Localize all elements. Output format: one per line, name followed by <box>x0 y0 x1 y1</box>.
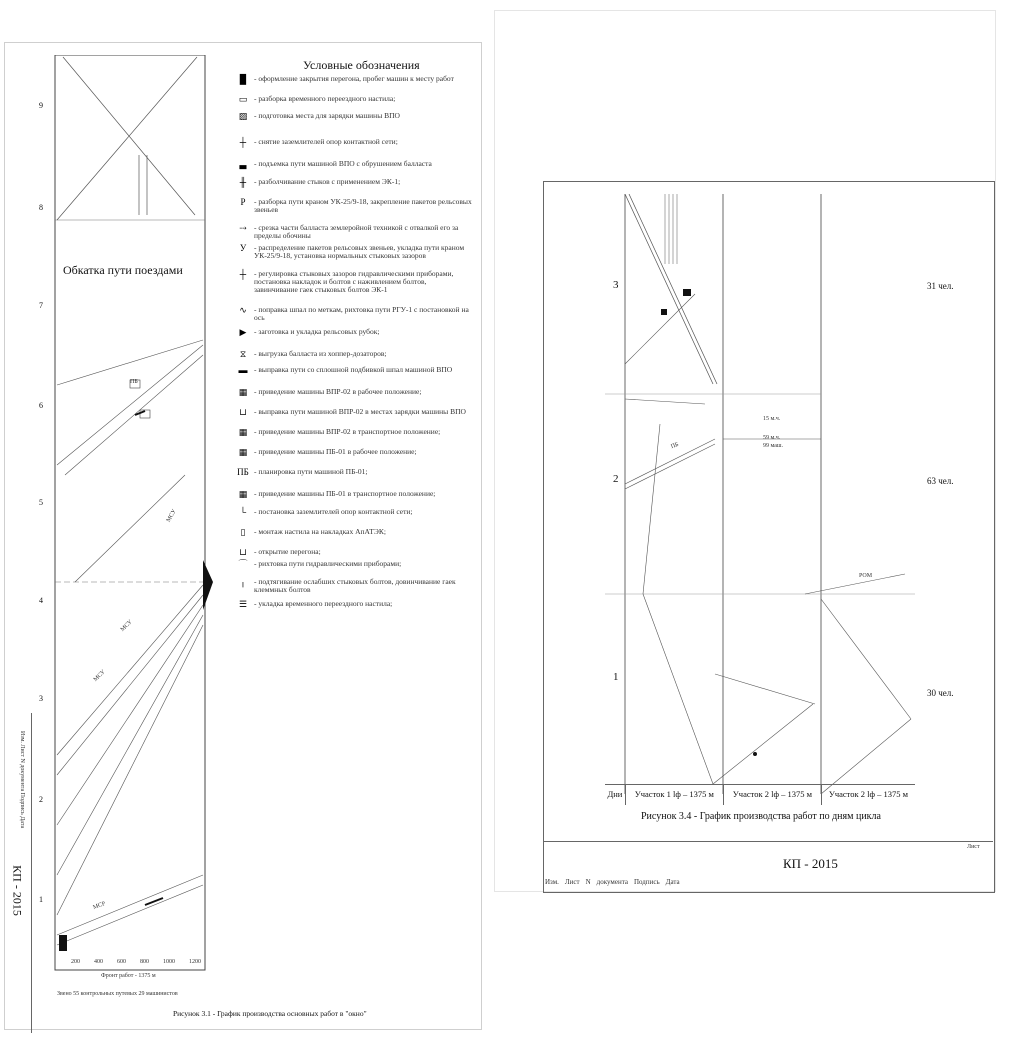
legend-text: - подготовка места для зарядки машины ВПО <box>254 111 400 120</box>
x-axis-ticks <box>71 959 201 965</box>
legend-row <box>232 448 472 456</box>
joint-icon: ╫ <box>239 177 247 187</box>
tick-icon: ╷ <box>240 577 246 587</box>
pb-label: ПБ <box>670 441 680 451</box>
bottom-note: Звено 55 контрольных путевых 29 машинистов <box>57 991 178 997</box>
track-label: МСУ <box>92 669 107 683</box>
legend-row <box>232 138 472 146</box>
legend-row <box>232 508 472 516</box>
day-number: 1 <box>613 671 619 683</box>
stamp-cols <box>19 731 25 841</box>
legend-row <box>232 600 472 608</box>
column-header: Участок 2 lф – 1375 м <box>723 785 821 805</box>
legend-text: - открытие перегона; <box>254 547 321 556</box>
pb-icon: ПБ <box>237 467 249 477</box>
stamp-col: Дата <box>665 878 680 886</box>
stamp-col: N документа <box>19 758 25 792</box>
stamp-text: КП - 2015 <box>783 856 838 871</box>
column-header-row <box>605 784 915 805</box>
stamp-col: Подпись <box>633 878 660 886</box>
hopper-icon: ⧖ <box>239 349 247 359</box>
stamp-text: КП - 2015 <box>10 865 25 916</box>
black-block-icon: █ <box>239 74 247 84</box>
legend-text: - приведение машины ВПР-02 в транспортное положение; <box>254 427 441 436</box>
track-label: МСР <box>92 901 107 911</box>
legend-text: - приведение машины ВПР-02 в рабочее положение; <box>254 387 422 396</box>
caption: Рисунок 3.1 - График производства основных работ в "окно" <box>173 1009 367 1018</box>
day-label: 8 <box>39 203 43 212</box>
legend-row <box>232 366 472 374</box>
people-count: 31 чел. <box>927 281 954 291</box>
legend-text: - разболчивание стыков с применением ЭК-1; <box>254 177 401 186</box>
legend-row <box>232 306 472 322</box>
day-label: 5 <box>39 498 43 507</box>
legend-row <box>232 270 472 294</box>
track-label: ПБ <box>130 379 138 385</box>
day-number: 2 <box>613 473 619 485</box>
legend-row <box>232 328 472 336</box>
triangle-icon: ▶ <box>239 327 247 337</box>
legend-row <box>232 112 472 120</box>
day-label: 2 <box>39 795 43 804</box>
legend-row <box>232 75 472 83</box>
legend-row <box>232 388 472 396</box>
grid-rect-icon: ▦ <box>238 447 248 457</box>
legend-row <box>232 408 472 416</box>
legend-row <box>232 560 472 568</box>
day-label: 3 <box>39 694 43 703</box>
track-label: МСУ <box>119 619 134 633</box>
stamp-col: Лист <box>19 744 25 757</box>
legend-row <box>232 468 472 476</box>
legend-text: - укладка временного переездного настила; <box>254 599 393 608</box>
tamp-icon: ▬ <box>238 365 248 375</box>
legend-row <box>232 548 472 556</box>
legend-text: - рихтовка пути гидравлическими приборами; <box>254 559 402 568</box>
legend-text: - постановка заземлителей опор контактной сети; <box>254 507 413 516</box>
hatched-rect-icon: ▨ <box>238 111 248 121</box>
legend-title: Условные обозначения <box>303 58 420 72</box>
column-header: Участок 2 lф – 1375 м <box>821 785 915 805</box>
legend-row <box>232 428 472 436</box>
ballast-icon: ▃ <box>239 159 247 169</box>
caption: Рисунок 3.4 - График производства работ по дням цикла <box>641 811 881 822</box>
mid-note: 15 м.ч. <box>763 416 781 422</box>
grid-rect-icon: ▦ <box>238 427 248 437</box>
right-sheet <box>494 10 996 892</box>
mid-note: 99 маш. <box>763 443 784 449</box>
arc-icon: ⌒ <box>238 559 248 569</box>
wave-icon: ∿ <box>239 305 247 315</box>
rect-icon: ▭ <box>238 94 248 104</box>
column-header: Участок 1 lф – 1375 м <box>625 785 723 805</box>
title-block <box>543 841 993 892</box>
legend-row <box>232 198 472 214</box>
stamp-col: Изм. <box>545 878 559 886</box>
gap-icon: ┼ <box>239 269 247 279</box>
bracket-icon: ⊔ <box>239 407 247 417</box>
ladder-icon: ☰ <box>238 599 248 609</box>
legend-text: - подъемка пути машиной ВПО с обрушением балласта <box>254 159 432 168</box>
x-tick: 1000 <box>163 959 175 965</box>
work-schedule-graphic <box>35 55 235 1015</box>
day-label: 9 <box>39 101 43 110</box>
legend-text: - снятие заземлителей опор контактной сети; <box>254 137 398 146</box>
legend-text: - выправка пути машиной ВПР-02 в местах зарядки машины ВПО <box>254 407 466 416</box>
open-icon: ⊔ <box>239 547 247 557</box>
track-label: МСУ <box>165 508 178 524</box>
x-tick: 200 <box>71 959 80 965</box>
legend-row <box>232 578 472 594</box>
stamp-col: Дата <box>19 816 25 829</box>
legend-text: - регулировка стыковых зазоров гидравлическими приборами, постановка накладок и болтов с наживлением болтов, завинчивание гаек стыковых болтов ЭК-1 <box>254 269 454 294</box>
x-tick: 1200 <box>189 959 201 965</box>
legend-row <box>232 528 472 536</box>
pom-label: РОМ <box>859 573 873 579</box>
stamp-col: Подпись <box>19 792 25 815</box>
legend-row <box>232 490 472 498</box>
stamp-cols <box>545 878 715 886</box>
legend-row <box>232 95 472 103</box>
day-label: 6 <box>39 401 43 410</box>
cut-icon: ⇢ <box>239 223 247 233</box>
x-tick: 400 <box>94 959 103 965</box>
stamp-corner: Лист <box>967 844 980 850</box>
stamp-col: Изм. <box>19 731 25 743</box>
legend-text: - заготовка и укладка рельсовых рубок; <box>254 327 380 336</box>
legend-text: - срезка части балласта землеройной техникой с отвалкой его за пределы обочины <box>254 223 459 240</box>
day-label: 4 <box>39 596 43 605</box>
stamp-col: N <box>585 878 591 886</box>
tall-rect-icon: ▯ <box>240 527 246 537</box>
day-label: 7 <box>39 301 43 310</box>
x-tick: 600 <box>117 959 126 965</box>
grid-rect-icon: ▦ <box>238 489 248 499</box>
cycle-schedule-graphic <box>605 194 915 804</box>
corner-icon: └ <box>239 507 247 517</box>
day-number: 3 <box>613 279 619 291</box>
legend-text: - приведение машины ПБ-01 в рабочее положение; <box>254 447 417 456</box>
day-header: Дни <box>607 789 623 799</box>
x-tick: 800 <box>140 959 149 965</box>
legend-row <box>232 350 472 358</box>
legend-text: - разборка пути краном УК-25/9-18, закрепление пакетов рельсовых звеньев <box>254 197 472 214</box>
legend-text: - поправка шпал по меткам, рихтовка пути РГУ-1 с постановкой на ось <box>254 305 469 322</box>
section-title: Обкатка пути поездами <box>63 263 183 277</box>
dotted-rect-icon: ▦ <box>238 387 248 397</box>
mid-note: 59 м.ч. <box>763 435 781 441</box>
legend-text: - приведение машины ПБ-01 в транспортное положение; <box>254 489 436 498</box>
people-count: 63 чел. <box>927 476 954 486</box>
legend-row <box>232 178 472 186</box>
legend-text: - распределение пакетов рельсовых звеньев, укладка пути краном УК-25/9-18, установка нормальных стыковых зазоров <box>254 243 465 260</box>
legend-row <box>232 244 472 260</box>
legend-text: - оформление закрытия перегона, пробег машин к месту работ <box>254 74 454 83</box>
people-count: 30 чел. <box>927 688 954 698</box>
legend-text: - выправка пути со сплошной подбивкой шпал машиной ВПО <box>254 365 453 374</box>
legend-text: - монтаж настила на накладках АпАТЭК; <box>254 527 386 536</box>
y-icon: У <box>239 243 247 253</box>
legend-text: - разборка временного переездного настила; <box>254 94 396 103</box>
day-label: 1 <box>39 895 43 904</box>
legend-row <box>232 160 472 168</box>
stamp-col: Лист <box>564 878 580 886</box>
vertical-stamp-strip <box>7 713 32 1033</box>
legend-text: - планировка пути машиной ПБ-01; <box>254 467 368 476</box>
front-label: Фронт работ - 1375 м <box>101 973 156 979</box>
legend-row <box>232 224 472 240</box>
cross-line-icon: ┼ <box>239 137 247 147</box>
stamp-col: документа <box>596 878 628 886</box>
crane-icon: Р <box>240 197 246 207</box>
legend-text: - подтягивание ослабших стыковых болтов, довинчивание гаек клеммных болтов <box>254 577 456 594</box>
legend-text: - выгрузка балласта из хоппер-дозаторов; <box>254 349 387 358</box>
